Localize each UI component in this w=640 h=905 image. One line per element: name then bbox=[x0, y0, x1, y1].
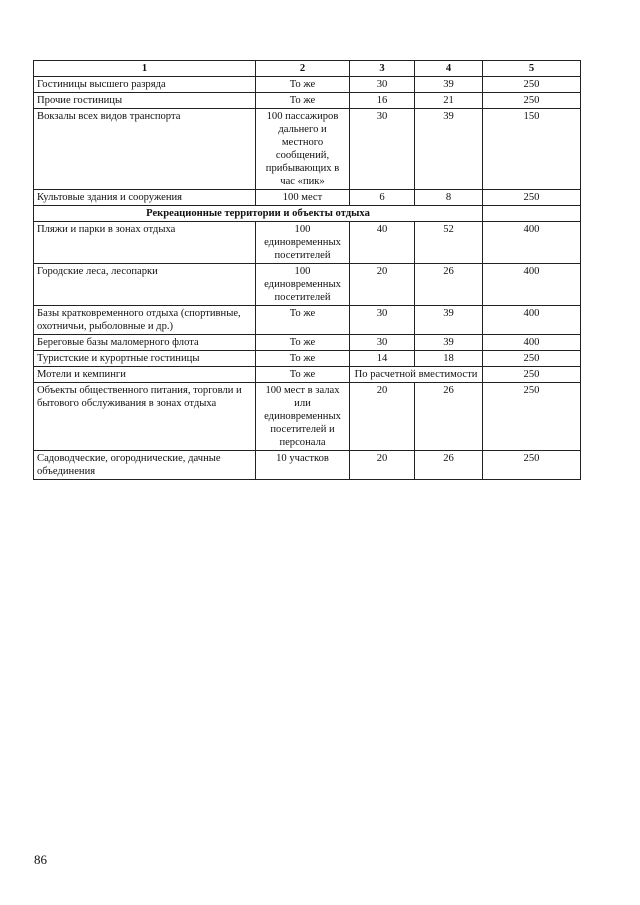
cell-col3: 16 bbox=[350, 93, 415, 109]
cell-unit: 100 пассажиров дальнего и местного сообщений, прибывающих в час «пик» bbox=[256, 109, 350, 190]
page-number: 86 bbox=[34, 852, 47, 867]
table-row bbox=[34, 77, 581, 93]
header-col-3: 3 bbox=[350, 61, 415, 77]
cell-col5: 400 bbox=[483, 264, 581, 306]
cell-object: Городские леса, лесопарки bbox=[34, 264, 256, 306]
cell-col4: 39 bbox=[415, 306, 483, 335]
cell-col4: 39 bbox=[415, 335, 483, 351]
cell-col5: 250 bbox=[483, 190, 581, 206]
cell-object: Туристские и курортные гостиницы bbox=[34, 351, 256, 367]
cell-merged-capacity: По расчетной вместимости bbox=[350, 367, 483, 383]
cell-unit: То же bbox=[256, 367, 350, 383]
cell-col4: 18 bbox=[415, 351, 483, 367]
header-row bbox=[34, 61, 581, 77]
cell-col5: 250 bbox=[483, 93, 581, 109]
table-row bbox=[34, 93, 581, 109]
cell-object: Мотели и кемпинги bbox=[34, 367, 256, 383]
cell-col4: 26 bbox=[415, 451, 483, 480]
header-col-2: 2 bbox=[256, 61, 350, 77]
cell-col5: 250 bbox=[483, 351, 581, 367]
cell-col3: 30 bbox=[350, 335, 415, 351]
cell-col3: 14 bbox=[350, 351, 415, 367]
cell-unit: То же bbox=[256, 93, 350, 109]
cell-col5: 400 bbox=[483, 335, 581, 351]
cell-object: Вокзалы всех видов транспорта bbox=[34, 109, 256, 190]
cell-object: Объекты общественного питания, торговли и бытового обслуживания в зонах отдыха bbox=[34, 383, 256, 451]
cell-col4: 52 bbox=[415, 222, 483, 264]
cell-object: Прочие гостиницы bbox=[34, 93, 256, 109]
cell-col3: 30 bbox=[350, 77, 415, 93]
cell-col4: 26 bbox=[415, 383, 483, 451]
cell-col5: 250 bbox=[483, 451, 581, 480]
cell-col4: 8 bbox=[415, 190, 483, 206]
cell-object: Садоводческие, огороднические, дачные объединения bbox=[34, 451, 256, 480]
cell-col3: 6 bbox=[350, 190, 415, 206]
table-row bbox=[34, 367, 581, 383]
cell-col3: 20 bbox=[350, 383, 415, 451]
cell-col5: 250 bbox=[483, 77, 581, 93]
cell-col5: 250 bbox=[483, 383, 581, 451]
cell-unit: 100 мест bbox=[256, 190, 350, 206]
section-empty-cell bbox=[483, 206, 581, 222]
header-col-5: 5 bbox=[483, 61, 581, 77]
table-row bbox=[34, 264, 581, 306]
cell-unit: 100 единовременных посетителей bbox=[256, 264, 350, 306]
cell-object: Базы кратковременного отдыха (спортивные, охотничьи, рыболовные и др.) bbox=[34, 306, 256, 335]
cell-unit: 100 мест в залах или единовременных посетителей и персонала bbox=[256, 383, 350, 451]
cell-col4: 39 bbox=[415, 77, 483, 93]
cell-col4: 21 bbox=[415, 93, 483, 109]
cell-col3: 30 bbox=[350, 109, 415, 190]
table-row bbox=[34, 306, 581, 335]
cell-col3: 20 bbox=[350, 451, 415, 480]
cell-col5: 400 bbox=[483, 306, 581, 335]
header-col-4: 4 bbox=[415, 61, 483, 77]
cell-col5: 250 bbox=[483, 367, 581, 383]
cell-unit: 100 единовременных посетителей bbox=[256, 222, 350, 264]
cell-col3: 30 bbox=[350, 306, 415, 335]
cell-object: Гостиницы высшего разряда bbox=[34, 77, 256, 93]
table-row bbox=[34, 335, 581, 351]
cell-col4: 26 bbox=[415, 264, 483, 306]
table-row bbox=[34, 190, 581, 206]
cell-object: Пляжи и парки в зонах отдыха bbox=[34, 222, 256, 264]
table-row bbox=[34, 222, 581, 264]
cell-unit: То же bbox=[256, 335, 350, 351]
cell-unit: То же bbox=[256, 351, 350, 367]
cell-col5: 400 bbox=[483, 222, 581, 264]
cell-col3: 40 bbox=[350, 222, 415, 264]
cell-unit: То же bbox=[256, 306, 350, 335]
cell-col5: 150 bbox=[483, 109, 581, 190]
cell-col3: 20 bbox=[350, 264, 415, 306]
table-row bbox=[34, 383, 581, 451]
cell-object: Береговые базы маломерного флота bbox=[34, 335, 256, 351]
table-row bbox=[34, 351, 581, 367]
section-row bbox=[34, 206, 581, 222]
parking-norms-table bbox=[33, 60, 581, 480]
section-title: Рекреационные территории и объекты отдыха bbox=[34, 206, 483, 222]
table-row bbox=[34, 451, 581, 480]
cell-unit: 10 участков bbox=[256, 451, 350, 480]
cell-col4: 39 bbox=[415, 109, 483, 190]
cell-unit: То же bbox=[256, 77, 350, 93]
cell-object: Культовые здания и сооружения bbox=[34, 190, 256, 206]
header-col-1: 1 bbox=[34, 61, 256, 77]
table-row bbox=[34, 109, 581, 190]
